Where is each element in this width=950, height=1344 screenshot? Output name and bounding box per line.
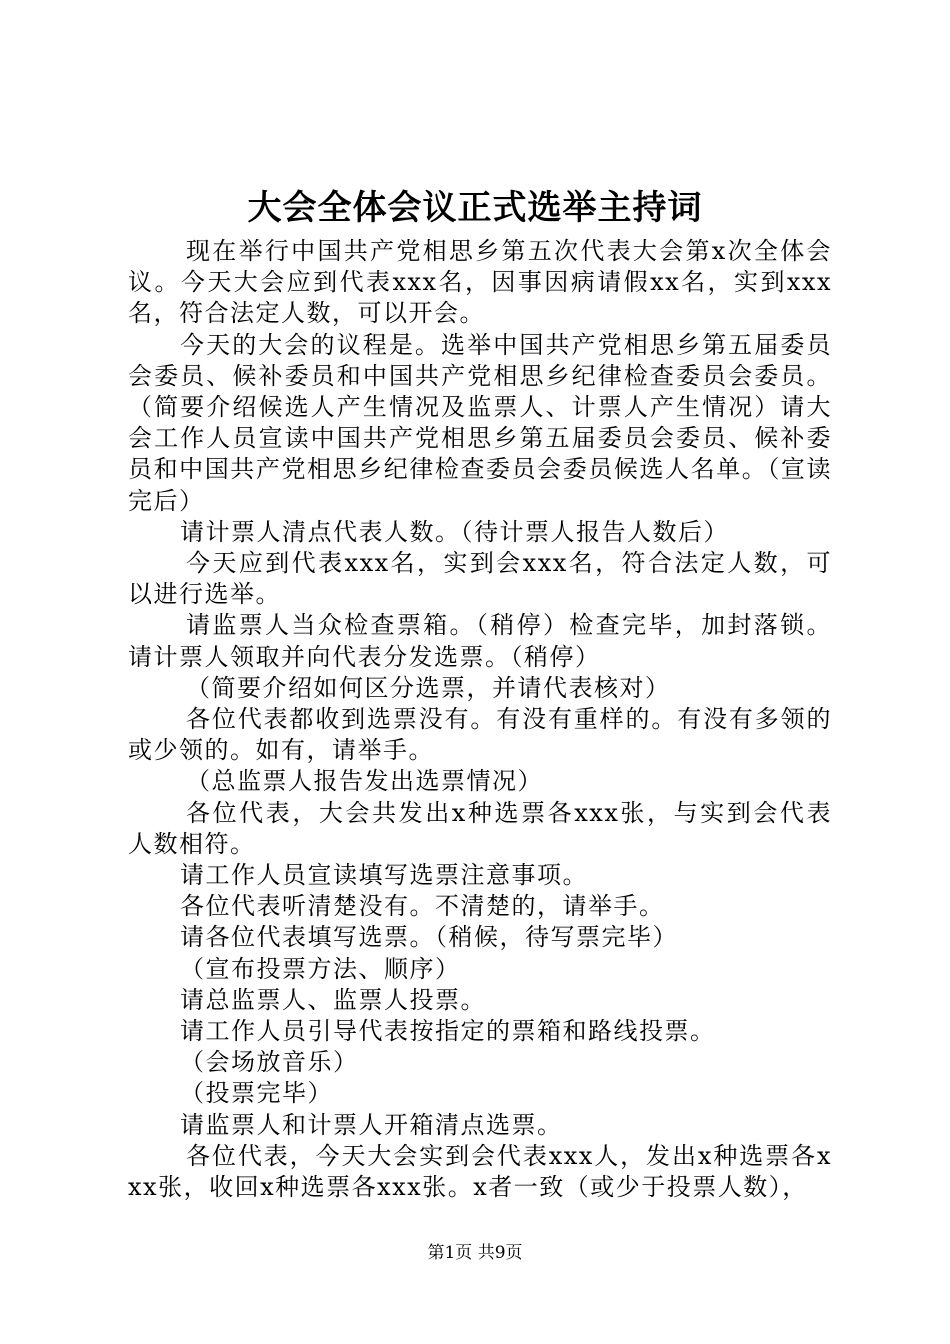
paragraph: （投票完毕） bbox=[180, 1079, 333, 1108]
paragraph: 请工作人员宣读填写选票注意事项。 bbox=[180, 861, 588, 890]
paragraph: 请监票人和计票人开箱清点选票。 bbox=[180, 1110, 563, 1139]
paragraph: （总监票人报告发出选票情况） bbox=[186, 767, 543, 796]
paragraph: （宣布投票方法、顺序） bbox=[180, 954, 461, 983]
paragraph: 请各位代表填写选票。（稍候，待写票完毕） bbox=[180, 923, 678, 952]
paragraph: 现在举行中国共产党相思乡第五次代表大会第x次全体会议。今天大会应到代表xxx名，因事因病请假xx名，实到xxx名，符合法定人数，可以开会。 bbox=[128, 237, 832, 328]
document-body bbox=[128, 236, 832, 1203]
paragraph: （简要介绍如何区分选票，并请代表核对） bbox=[186, 673, 671, 702]
paragraph: 各位代表，今天大会实到会代表xxx人，发出x种选票各xxx张，收回x种选票各xxx张。x者一致（或少于投票人数）， bbox=[128, 1141, 832, 1202]
paragraph: 请计票人清点代表人数。（待计票人报告人数后） bbox=[180, 517, 729, 546]
page-footer: 第1页 共9页 bbox=[427, 1243, 523, 1263]
paragraph: （会场放音乐） bbox=[180, 1048, 359, 1077]
paragraph: 请工作人员引导代表按指定的票箱和路线投票。 bbox=[180, 1017, 716, 1046]
document-title: 大会全体会议正式选举主持词 bbox=[247, 188, 703, 228]
paragraph: 各位代表都收到选票没有。有没有重样的。有没有多领的或少领的。如有，请举手。 bbox=[128, 705, 832, 765]
paragraph: 请总监票人、监票人投票。 bbox=[180, 985, 486, 1014]
paragraph: 各位代表听清楚没有。不清楚的，请举手。 bbox=[180, 892, 665, 921]
paragraph: 请监票人当众检查票箱。（稍停）检查完毕，加封落锁。请计票人领取并向代表分发选票。（稍停） bbox=[128, 611, 832, 671]
paragraph: 今天的大会的议程是。选举中国共产党相思乡第五届委员会委员、候补委员和中国共产党相思乡纪律检查委员会委员。（简要介绍候选人产生情况及监票人、计票人产生情况）请大会工作人员宣读中国共产党相思乡第五届委员会委员、候补委员和中国共产党相思乡纪律检查委员会委员候选人名单。（宣读完后） bbox=[128, 330, 832, 515]
paragraph: 今天应到代表xxx名，实到会xxx名，符合法定人数，可以进行选举。 bbox=[128, 549, 832, 609]
paragraph: 各位代表，大会共发出x种选票各xxx张，与实到会代表人数相符。 bbox=[128, 798, 832, 858]
